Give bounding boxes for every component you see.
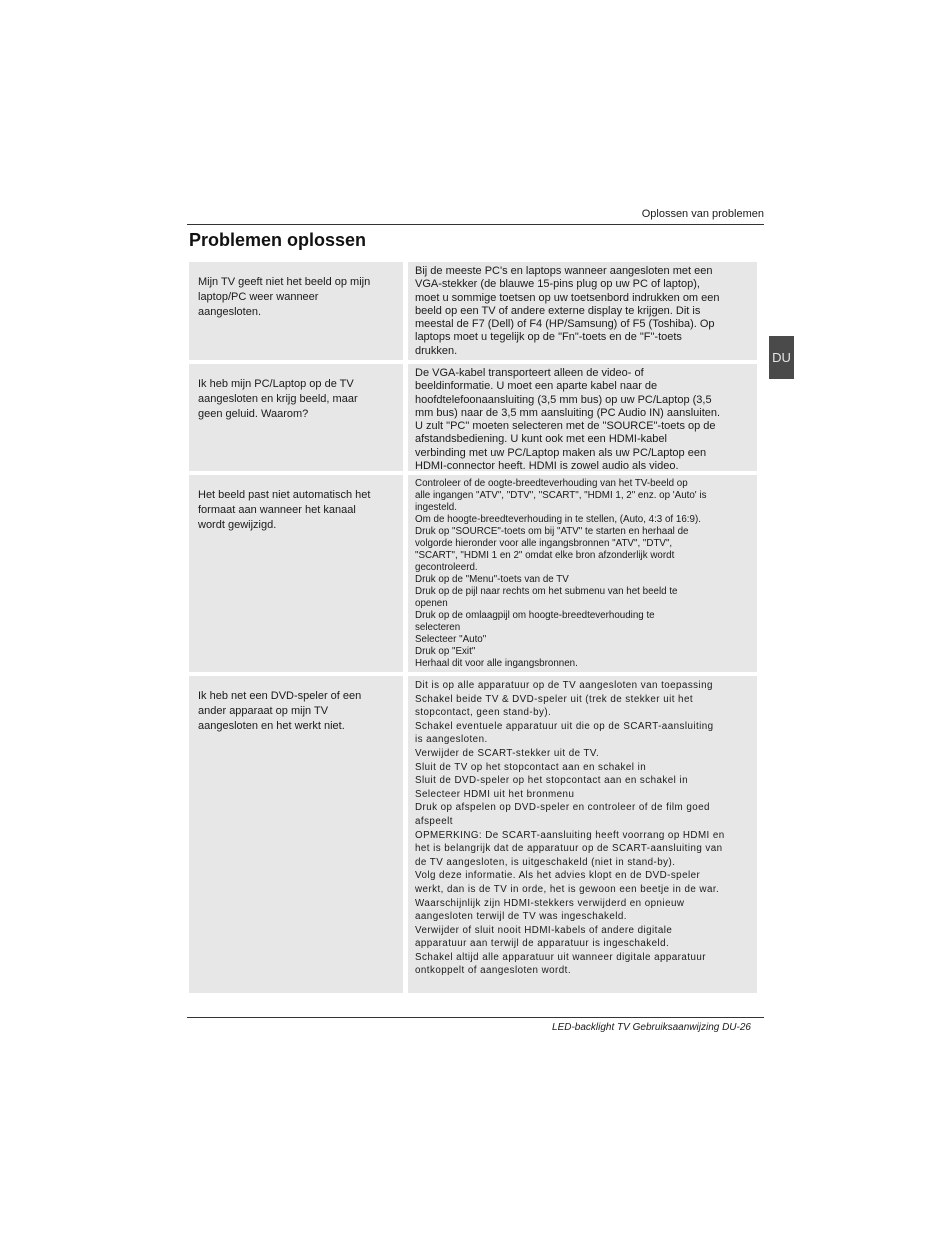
answer-line: ingesteld. xyxy=(415,502,457,513)
answer-line: hoofdtelefoonaansluiting (3,5 mm bus) op uw PC/Laptop (3,5 xyxy=(415,393,712,406)
answer-line: afspeelt xyxy=(415,815,453,827)
answer-line: Selecteer "Auto" xyxy=(415,634,487,645)
question-line: ander apparaat op mijn TV xyxy=(198,705,329,717)
answer-line: Verwijder of sluit nooit HDMI-kabels of andere digitale xyxy=(415,924,673,936)
answer-line: OPMERKING: De SCART-aansluiting heeft voorrang op HDMI en xyxy=(415,829,725,841)
answer-cell xyxy=(408,262,757,360)
answer-line: drukken. xyxy=(415,344,458,357)
answer-line: Controleer of de oogte-breedteverhouding van het TV-beeld op xyxy=(415,478,688,489)
answer-line: beeld op een TV of andere externe display te krijgen. Dit is xyxy=(415,304,701,317)
answer-line: werkt, dan is de TV in orde, het is gewoon een beetje in de war. xyxy=(415,883,720,895)
answer-line: moet u sommige toetsen op uw toetsenbord indrukken om een xyxy=(415,291,720,304)
table-row xyxy=(189,475,757,672)
answer-cell xyxy=(408,475,757,672)
answer-line: VGA-stekker (de blauwe 15-pins plug op uw PC of laptop), xyxy=(415,278,700,291)
answer-line: aangesloten terwijl de TV was ingeschakeld. xyxy=(415,911,627,923)
answer-line: beeldinformatie. U moet een aparte kabel naar de xyxy=(415,380,658,393)
answer-line: ontkoppelt of aangesloten wordt. xyxy=(415,965,572,977)
question-line: laptop/PC weer wanneer xyxy=(198,291,319,303)
answer-line: Selecteer HDMI uit het bronmenu xyxy=(415,788,575,800)
header-divider xyxy=(187,224,764,225)
answer-cell xyxy=(408,676,757,993)
question-line: Het beeld past niet automatisch het xyxy=(198,489,371,501)
table-row xyxy=(189,364,757,471)
answer-line: alle ingangen "ATV", "DTV", "SCART", "HDMI 1, 2" enz. op 'Auto' is xyxy=(415,490,707,501)
answer-line: De VGA-kabel transporteert alleen de video- of xyxy=(415,367,644,379)
question-line: aangesloten en het werkt niet. xyxy=(198,720,345,732)
answer-line: apparatuur aan terwijl de apparatuur is ingeschakeld. xyxy=(415,938,670,950)
answer-line: laptops moet u tegelijk op de "Fn"-toets en de "F"-toets xyxy=(415,331,682,344)
answer-line: Herhaal dit voor alle ingangsbronnen. xyxy=(415,658,578,669)
answer-line: het is belangrijk dat de apparatuur op de SCART-aansluiting van xyxy=(415,843,723,855)
answer-line: "SCART", "HDMI 1 en 2" omdat elke bron afzonderlijk wordt xyxy=(415,550,675,561)
question-line: geen geluid. Waarom? xyxy=(198,408,309,420)
table-row xyxy=(189,262,757,360)
question-line: Ik heb net een DVD-speler of een xyxy=(198,690,362,702)
answer-line: de TV aangesloten, is uitgeschakeld (niet in stand-by). xyxy=(415,856,676,868)
answer-line: Volg deze informatie. Als het advies klopt en de DVD-speler xyxy=(415,870,701,882)
question-cell xyxy=(189,475,403,672)
answer-line: Sluit de TV op het stopcontact aan en schakel in xyxy=(415,761,647,773)
question-line: wordt gewijzigd. xyxy=(198,519,277,531)
running-header: Oplossen van problemen xyxy=(641,208,764,220)
answer-line: gecontroleerd. xyxy=(415,562,478,573)
answer-line: Druk op "SOURCE"-toets om bij "ATV" te starten en herhaal de xyxy=(415,526,689,537)
question-line: aangesloten. xyxy=(198,306,261,318)
answer-line: openen xyxy=(415,598,448,609)
answer-line: volgorde hieronder voor alle ingangsbronnen "ATV", "DTV", xyxy=(415,538,673,549)
answer-line: Bij de meeste PC's en laptops wanneer aangesloten met een xyxy=(415,265,713,277)
question-line: formaat aan wanneer het kanaal xyxy=(198,504,356,516)
answer-line: HDMI-connector heeft. HDMI is zowel audio als video. xyxy=(415,460,679,473)
question-line: Ik heb mijn PC/Laptop op de TV xyxy=(198,378,354,390)
answer-line: Schakel beide TV & DVD-speler uit (trek de stekker uit het xyxy=(415,693,694,705)
answer-line: Druk op de omlaagpijl om hoogte-breedteverhouding te xyxy=(415,610,655,621)
page-footer: LED-backlight TV Gebruiksaanwijzing DU-26 xyxy=(552,1022,751,1033)
answer-line: Sluit de DVD-speler op het stopcontact aan en schakel in xyxy=(415,775,688,787)
answer-line: Druk op "Exit" xyxy=(415,646,476,657)
table-row xyxy=(189,676,757,993)
question-line: Mijn TV geeft niet het beeld op mijn xyxy=(198,276,371,288)
answer-line: meestal de F7 (Dell) of F4 (HP/Samsung) of F5 (Toshiba). Op xyxy=(415,318,715,331)
answer-line: Druk op de "Menu"-toets van de TV xyxy=(415,574,569,585)
answer-line: afstandsbediening. U kunt ook met een HDMI-kabel xyxy=(415,433,667,446)
answer-line: Verwijder de SCART-stekker uit de TV. xyxy=(415,747,600,759)
answer-line: Schakel altijd alle apparatuur uit wanneer digitale apparatuur xyxy=(415,951,706,963)
answer-line: Schakel eventuele apparatuur uit die op de SCART-aansluiting xyxy=(415,720,714,732)
answer-line: Om de hoogte-breedteverhouding in te stellen, (Auto, 4:3 of 16:9). xyxy=(415,514,701,525)
answer-cell xyxy=(408,364,757,471)
answer-line: Dit is op alle apparatuur op de TV aangesloten van toepassing xyxy=(415,680,713,691)
page-title: Problemen oplossen xyxy=(189,230,367,250)
question-cell xyxy=(189,676,403,993)
answer-line: selecteren xyxy=(415,622,461,633)
answer-line: mm bus) naar de 3,5 mm aansluiting (PC Audio IN) aansluiten. xyxy=(415,406,721,419)
answer-line: Druk op de pijl naar rechts om het submenu van het beeld te xyxy=(415,586,678,597)
answer-line: U zult "PC" moeten selecteren met de "SOURCE"-toets op de xyxy=(415,420,716,433)
question-line: aangesloten en krijg beeld, maar xyxy=(198,393,358,405)
answer-line: stopcontact, geen stand-by). xyxy=(415,707,552,719)
question-cell xyxy=(189,364,403,471)
answer-line: verbinding met uw PC/Laptop maken als uw PC/Laptop een xyxy=(415,446,707,459)
answer-line: Waarschijnlijk zijn HDMI-stekkers verwijderd en opnieuw xyxy=(415,897,685,909)
question-cell xyxy=(189,262,403,360)
language-tab: DU xyxy=(769,336,794,379)
answer-line: Druk op afspelen op DVD-speler en controleer of de film goed xyxy=(415,802,710,814)
answer-line: is aangesloten. xyxy=(415,734,488,746)
footer-divider xyxy=(187,1017,764,1018)
